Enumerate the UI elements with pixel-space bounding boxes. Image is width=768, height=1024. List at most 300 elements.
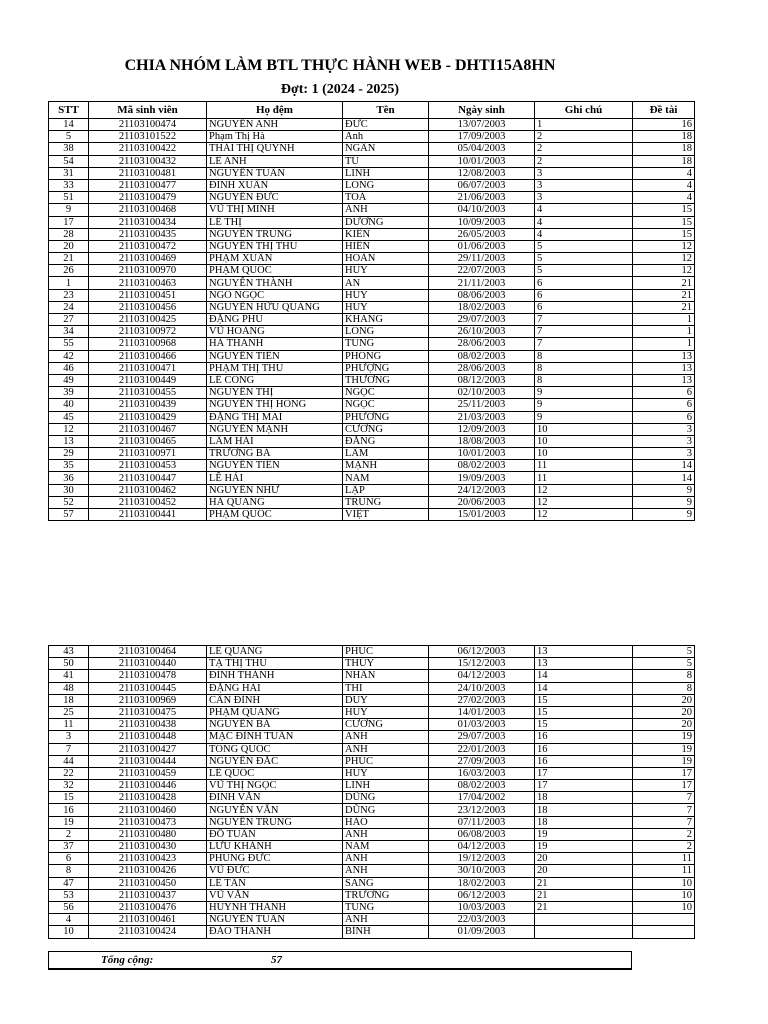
middle-name-cell: ĐẶNG PHÚ <box>207 314 343 326</box>
middle-name-cell: PHẠM XUÂN <box>207 253 343 265</box>
header-student-id: Mã sinh viên <box>89 102 207 119</box>
stt-cell: 11 <box>49 719 89 731</box>
birth-date-cell: 10/09/2003 <box>429 216 535 228</box>
table-row <box>49 240 695 252</box>
middle-name-cell: NGUYỄN HỮU QUANG <box>207 301 343 313</box>
note-cell: 17 <box>535 780 633 792</box>
header-first-name: Tên <box>343 102 429 119</box>
birth-date-cell: 08/06/2003 <box>429 289 535 301</box>
header-stt: STT <box>49 102 89 119</box>
stt-cell: 49 <box>49 374 89 386</box>
student-id-cell: 21103100445 <box>89 682 207 694</box>
first-name-cell: ĐỨC <box>343 119 429 131</box>
birth-date-cell: 06/07/2003 <box>429 179 535 191</box>
student-id-cell: 21103100475 <box>89 706 207 718</box>
stt-cell: 48 <box>49 682 89 694</box>
middle-name-cell: ĐẶNG THỊ MAI <box>207 411 343 423</box>
first-name-cell: LONG <box>343 179 429 191</box>
birth-date-cell: 01/09/2003 <box>429 926 535 938</box>
table-row <box>49 816 695 828</box>
note-cell <box>535 926 633 938</box>
first-name-cell: HUY <box>343 706 429 718</box>
page-title: CHIA NHÓM LÀM BTL THỰC HÀNH WEB - DHTI15A8HN <box>124 57 556 74</box>
middle-name-cell: HUỲNH THANH <box>207 901 343 913</box>
stt-cell: 36 <box>49 472 89 484</box>
note-cell: 4 <box>535 228 633 240</box>
middle-name-cell: PHẠM QUANG <box>207 706 343 718</box>
note-cell: 19 <box>535 828 633 840</box>
topic-cell: 7 <box>633 804 695 816</box>
middle-name-cell: LÊ TẤN <box>207 877 343 889</box>
stt-cell: 33 <box>49 179 89 191</box>
middle-name-cell: Phạm Thị Hà <box>207 131 343 143</box>
note-cell: 3 <box>535 192 633 204</box>
student-id-cell: 21103100971 <box>89 448 207 460</box>
note-cell: 3 <box>535 179 633 191</box>
first-name-cell: THI <box>343 682 429 694</box>
student-id-cell: 21103100426 <box>89 865 207 877</box>
student-id-cell: 21103100466 <box>89 350 207 362</box>
stt-cell: 42 <box>49 350 89 362</box>
birth-date-cell: 21/03/2003 <box>429 411 535 423</box>
topic-cell: 20 <box>633 706 695 718</box>
first-name-cell: NHÂN <box>343 670 429 682</box>
first-name-cell: LÂM <box>343 448 429 460</box>
first-name-cell: KHANG <box>343 314 429 326</box>
stt-cell: 40 <box>49 399 89 411</box>
topic-cell: 9 <box>633 496 695 508</box>
stt-cell: 22 <box>49 767 89 779</box>
topic-cell: 10 <box>633 901 695 913</box>
student-id-cell: 21103100438 <box>89 719 207 731</box>
first-name-cell: AN <box>343 277 429 289</box>
table-row <box>49 706 695 718</box>
table-row <box>49 143 695 155</box>
note-cell: 18 <box>535 816 633 828</box>
topic-cell: 14 <box>633 472 695 484</box>
birth-date-cell: 08/02/2003 <box>429 780 535 792</box>
topic-cell: 18 <box>633 131 695 143</box>
stt-cell: 31 <box>49 167 89 179</box>
birth-date-cell: 10/01/2003 <box>429 155 535 167</box>
stt-cell: 7 <box>49 743 89 755</box>
table-row <box>49 914 695 926</box>
topic-cell: 8 <box>633 670 695 682</box>
middle-name-cell: NGUYỄN TIẾN <box>207 460 343 472</box>
table-row <box>49 362 695 374</box>
birth-date-cell: 17/04/2002 <box>429 792 535 804</box>
note-cell: 11 <box>535 460 633 472</box>
middle-name-cell: HÀ THANH <box>207 338 343 350</box>
birth-date-cell: 17/09/2003 <box>429 131 535 143</box>
student-id-cell: 21103100968 <box>89 338 207 350</box>
topic-cell: 19 <box>633 731 695 743</box>
note-cell: 5 <box>535 265 633 277</box>
middle-name-cell: ĐINH THÀNH <box>207 670 343 682</box>
student-id-cell: 21103100969 <box>89 694 207 706</box>
student-id-cell: 21103100423 <box>89 853 207 865</box>
middle-name-cell: VŨ VĂN <box>207 889 343 901</box>
birth-date-cell: 08/12/2003 <box>429 374 535 386</box>
middle-name-cell: NGUYỄN TUẤN <box>207 167 343 179</box>
table-row <box>49 435 695 447</box>
middle-name-cell: LÂM HẢI <box>207 435 343 447</box>
stt-cell: 55 <box>49 338 89 350</box>
note-cell: 16 <box>535 731 633 743</box>
note-cell: 16 <box>535 755 633 767</box>
birth-date-cell: 05/04/2003 <box>429 143 535 155</box>
table-row <box>49 731 695 743</box>
birth-date-cell: 18/08/2003 <box>429 435 535 447</box>
note-cell: 13 <box>535 658 633 670</box>
middle-name-cell: PHẠM THỊ THU <box>207 362 343 374</box>
student-id-cell: 21103100465 <box>89 435 207 447</box>
stt-cell: 28 <box>49 228 89 240</box>
first-name-cell: ĐĂNG <box>343 435 429 447</box>
student-id-cell: 21103100481 <box>89 167 207 179</box>
middle-name-cell: NGUYỄN TIẾN <box>207 350 343 362</box>
stt-cell: 21 <box>49 253 89 265</box>
topic-cell: 2 <box>633 841 695 853</box>
note-cell: 10 <box>535 435 633 447</box>
middle-name-cell: HÀ QUANG <box>207 496 343 508</box>
middle-name-cell: VŨ ĐỨC <box>207 865 343 877</box>
middle-name-cell: NGUYỄN TRUNG <box>207 816 343 828</box>
first-name-cell: MẠNH <box>343 460 429 472</box>
first-name-cell: PHƯƠNG <box>343 411 429 423</box>
student-id-cell: 21103100437 <box>89 889 207 901</box>
note-cell: 2 <box>535 131 633 143</box>
note-cell: 21 <box>535 889 633 901</box>
first-name-cell: HUY <box>343 265 429 277</box>
first-name-cell: TÚ <box>343 155 429 167</box>
topic-cell: 16 <box>633 119 695 131</box>
middle-name-cell: NGUYỄN ĐẮC <box>207 755 343 767</box>
topic-cell: 21 <box>633 289 695 301</box>
birth-date-cell: 24/12/2003 <box>429 484 535 496</box>
student-id-cell: 21103100455 <box>89 387 207 399</box>
first-name-cell: NAM <box>343 472 429 484</box>
note-cell: 8 <box>535 350 633 362</box>
first-name-cell: HẢO <box>343 816 429 828</box>
table-row <box>49 338 695 350</box>
note-cell: 12 <box>535 509 633 521</box>
topic-cell: 12 <box>633 265 695 277</box>
stt-cell: 17 <box>49 216 89 228</box>
middle-name-cell: NGUYỄN THỊ <box>207 387 343 399</box>
topic-cell: 13 <box>633 362 695 374</box>
header-birth-date: Ngày sinh <box>429 102 535 119</box>
total-row <box>48 951 632 970</box>
topic-cell: 21 <box>633 301 695 313</box>
student-id-cell: 21103100422 <box>89 143 207 155</box>
student-id-cell: 21103100425 <box>89 314 207 326</box>
topic-cell: 3 <box>633 423 695 435</box>
birth-date-cell: 24/10/2003 <box>429 682 535 694</box>
birth-date-cell: 18/02/2003 <box>429 301 535 313</box>
middle-name-cell: ĐINH XUÂN <box>207 179 343 191</box>
note-cell: 3 <box>535 167 633 179</box>
middle-name-cell: LÊ HẢI <box>207 472 343 484</box>
birth-date-cell: 25/11/2003 <box>429 399 535 411</box>
topic-cell: 4 <box>633 179 695 191</box>
student-id-cell: 21103100461 <box>89 914 207 926</box>
table-row <box>49 460 695 472</box>
topic-cell: 15 <box>633 204 695 216</box>
topic-cell: 4 <box>633 167 695 179</box>
topic-cell: 20 <box>633 719 695 731</box>
table-row <box>49 155 695 167</box>
stt-cell: 3 <box>49 731 89 743</box>
stt-cell: 2 <box>49 828 89 840</box>
stt-cell: 1 <box>49 277 89 289</box>
birth-date-cell: 28/06/2003 <box>429 338 535 350</box>
topic-cell: 19 <box>633 755 695 767</box>
birth-date-cell: 28/06/2003 <box>429 362 535 374</box>
first-name-cell: LINH <box>343 167 429 179</box>
note-cell: 11 <box>535 472 633 484</box>
stt-cell: 18 <box>49 694 89 706</box>
table-row <box>49 841 695 853</box>
topic-cell: 1 <box>633 338 695 350</box>
first-name-cell: ANH <box>343 865 429 877</box>
stt-cell: 54 <box>49 155 89 167</box>
student-id-cell: 21103100444 <box>89 755 207 767</box>
stt-cell: 56 <box>49 901 89 913</box>
stt-cell: 50 <box>49 658 89 670</box>
birth-date-cell: 10/01/2003 <box>429 448 535 460</box>
middle-name-cell: LÊ CÔNG <box>207 374 343 386</box>
note-cell: 8 <box>535 362 633 374</box>
note-cell: 9 <box>535 399 633 411</box>
stt-cell: 52 <box>49 496 89 508</box>
first-name-cell: THƯƠNG <box>343 374 429 386</box>
student-id-cell: 21103100453 <box>89 460 207 472</box>
note-cell: 5 <box>535 253 633 265</box>
topic-cell: 2 <box>633 828 695 840</box>
note-cell: 9 <box>535 387 633 399</box>
table-row <box>49 423 695 435</box>
middle-name-cell: TRƯƠNG BÁ <box>207 448 343 460</box>
student-id-cell: 21103100449 <box>89 374 207 386</box>
student-id-cell: 21103100448 <box>89 731 207 743</box>
student-id-cell: 21103100460 <box>89 804 207 816</box>
student-id-cell: 21103100477 <box>89 179 207 191</box>
table-row <box>49 484 695 496</box>
birth-date-cell: 07/11/2003 <box>429 816 535 828</box>
stt-cell: 14 <box>49 119 89 131</box>
student-id-cell: 21103100430 <box>89 841 207 853</box>
middle-name-cell: LÊ QUỐC <box>207 767 343 779</box>
first-name-cell: HIỀN <box>343 240 429 252</box>
birth-date-cell: 22/03/2003 <box>429 914 535 926</box>
middle-name-cell: PHẠM QUỐC <box>207 265 343 277</box>
first-name-cell: TRUNG <box>343 496 429 508</box>
note-cell <box>535 914 633 926</box>
table-row <box>49 265 695 277</box>
stt-cell: 20 <box>49 240 89 252</box>
student-id-cell: 21103100452 <box>89 496 207 508</box>
table-row <box>49 301 695 313</box>
note-cell: 17 <box>535 767 633 779</box>
table-row <box>49 131 695 143</box>
student-table-part2 <box>48 645 695 939</box>
topic-cell: 10 <box>633 877 695 889</box>
table-row <box>49 216 695 228</box>
first-name-cell: HUY <box>343 767 429 779</box>
first-name-cell: NGỌC <box>343 387 429 399</box>
middle-name-cell: LÊ QUANG <box>207 646 343 658</box>
table-row <box>49 509 695 521</box>
stt-cell: 19 <box>49 816 89 828</box>
note-cell: 15 <box>535 694 633 706</box>
header-note: Ghi chú <box>535 102 633 119</box>
table-row <box>49 314 695 326</box>
topic-cell: 17 <box>633 780 695 792</box>
birth-date-cell: 16/03/2003 <box>429 767 535 779</box>
birth-date-cell: 01/06/2003 <box>429 240 535 252</box>
birth-date-cell: 10/03/2003 <box>429 901 535 913</box>
birth-date-cell: 21/11/2003 <box>429 277 535 289</box>
note-cell: 8 <box>535 374 633 386</box>
birth-date-cell: 01/03/2003 <box>429 719 535 731</box>
note-cell: 18 <box>535 792 633 804</box>
topic-cell: 4 <box>633 192 695 204</box>
first-name-cell: NGỌC <box>343 399 429 411</box>
first-name-cell: ANH <box>343 731 429 743</box>
topic-cell: 17 <box>633 767 695 779</box>
total-label: Tổng cộng: <box>101 954 154 966</box>
first-name-cell: Anh <box>343 131 429 143</box>
student-id-cell: 21103100462 <box>89 484 207 496</box>
middle-name-cell: LƯU KHÁNH <box>207 841 343 853</box>
student-id-cell: 21103100432 <box>89 155 207 167</box>
student-id-cell: 21103100435 <box>89 228 207 240</box>
topic-cell: 9 <box>633 509 695 521</box>
birth-date-cell: 13/07/2003 <box>429 119 535 131</box>
table-row <box>49 658 695 670</box>
birth-date-cell: 04/12/2003 <box>429 670 535 682</box>
topic-cell: 7 <box>633 792 695 804</box>
first-name-cell: HUY <box>343 301 429 313</box>
first-name-cell: ANH <box>343 743 429 755</box>
table-row <box>49 387 695 399</box>
first-name-cell: PHÚC <box>343 646 429 658</box>
stt-cell: 26 <box>49 265 89 277</box>
table-row <box>49 670 695 682</box>
first-name-cell: TRƯỜNG <box>343 889 429 901</box>
first-name-cell: ANH <box>343 828 429 840</box>
student-id-cell: 21103100469 <box>89 253 207 265</box>
middle-name-cell: NGUYỄN TUẤN <box>207 914 343 926</box>
first-name-cell: LONG <box>343 326 429 338</box>
table-row <box>49 889 695 901</box>
stt-cell: 9 <box>49 204 89 216</box>
stt-cell: 16 <box>49 804 89 816</box>
first-name-cell: SANG <box>343 877 429 889</box>
first-name-cell: PHONG <box>343 350 429 362</box>
note-cell: 10 <box>535 448 633 460</box>
table-row <box>49 228 695 240</box>
note-cell: 12 <box>535 496 633 508</box>
first-name-cell: TÙNG <box>343 901 429 913</box>
student-id-cell: 21103100972 <box>89 326 207 338</box>
stt-cell: 5 <box>49 131 89 143</box>
middle-name-cell: ĐÀO THANH <box>207 926 343 938</box>
middle-name-cell: VŨ THỊ NGỌC <box>207 780 343 792</box>
birth-date-cell: 14/01/2003 <box>429 706 535 718</box>
birth-date-cell: 22/01/2003 <box>429 743 535 755</box>
student-id-cell: 21103100473 <box>89 816 207 828</box>
table-row <box>49 780 695 792</box>
student-table-part1 <box>48 101 695 521</box>
student-id-cell: 21103100479 <box>89 192 207 204</box>
topic-cell <box>633 926 695 938</box>
middle-name-cell: PHẠM QUỐC <box>207 509 343 521</box>
topic-cell: 6 <box>633 411 695 423</box>
note-cell: 16 <box>535 743 633 755</box>
topic-cell: 18 <box>633 143 695 155</box>
birth-date-cell: 15/01/2003 <box>429 509 535 521</box>
header-middle-name: Họ đệm <box>207 102 343 119</box>
stt-cell: 47 <box>49 877 89 889</box>
stt-cell: 6 <box>49 853 89 865</box>
stt-cell: 12 <box>49 423 89 435</box>
stt-cell: 51 <box>49 192 89 204</box>
birth-date-cell: 21/06/2003 <box>429 192 535 204</box>
table-row <box>49 496 695 508</box>
table-row <box>49 326 695 338</box>
first-name-cell: KIÊN <box>343 228 429 240</box>
note-cell: 12 <box>535 484 633 496</box>
student-id-cell: 21103100468 <box>89 204 207 216</box>
table-row <box>49 828 695 840</box>
student-id-cell: 21103100451 <box>89 289 207 301</box>
middle-name-cell: NGUYỄN THỊ THU <box>207 240 343 252</box>
topic-cell: 14 <box>633 460 695 472</box>
topic-cell: 7 <box>633 816 695 828</box>
table-row <box>49 277 695 289</box>
note-cell: 1 <box>535 119 633 131</box>
student-id-cell: 21103100480 <box>89 828 207 840</box>
stt-cell: 38 <box>49 143 89 155</box>
stt-cell: 23 <box>49 289 89 301</box>
stt-cell: 24 <box>49 301 89 313</box>
note-cell: 6 <box>535 301 633 313</box>
student-id-cell: 21103101522 <box>89 131 207 143</box>
note-cell: 21 <box>535 877 633 889</box>
stt-cell: 8 <box>49 865 89 877</box>
student-id-cell: 21103100441 <box>89 509 207 521</box>
note-cell: 2 <box>535 155 633 167</box>
stt-cell: 15 <box>49 792 89 804</box>
middle-name-cell: NGUYỄN BÁ <box>207 719 343 731</box>
birth-date-cell: 29/07/2003 <box>429 314 535 326</box>
note-cell: 15 <box>535 719 633 731</box>
table-row <box>49 877 695 889</box>
birth-date-cell: 18/02/2003 <box>429 877 535 889</box>
birth-date-cell: 04/10/2003 <box>429 204 535 216</box>
stt-cell: 25 <box>49 706 89 718</box>
topic-cell: 18 <box>633 155 695 167</box>
birth-date-cell: 29/07/2003 <box>429 731 535 743</box>
stt-cell: 27 <box>49 314 89 326</box>
topic-cell: 1 <box>633 314 695 326</box>
middle-name-cell: LÊ THỊ <box>207 216 343 228</box>
topic-cell: 21 <box>633 277 695 289</box>
note-cell: 5 <box>535 240 633 252</box>
note-cell: 15 <box>535 706 633 718</box>
